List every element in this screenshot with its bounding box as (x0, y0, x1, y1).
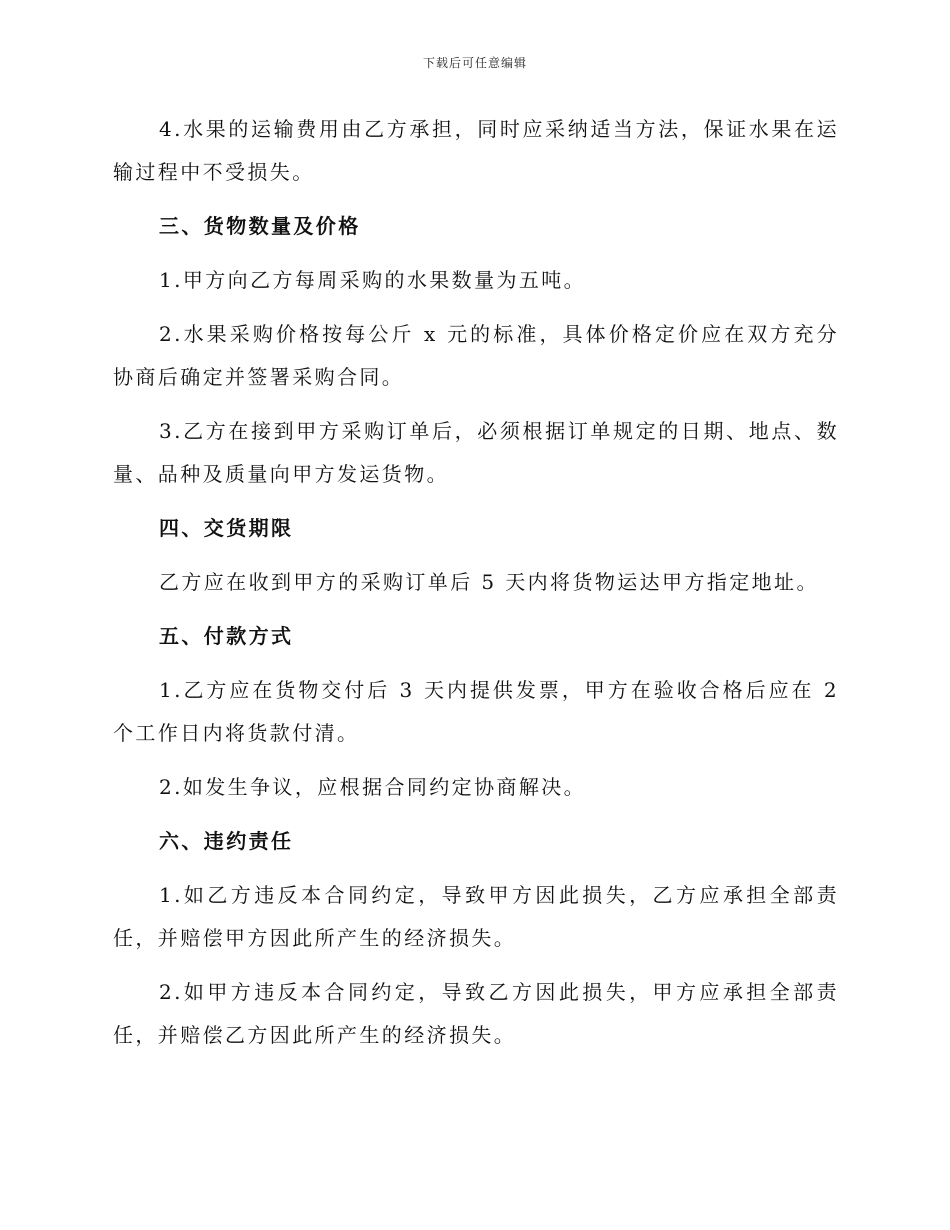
section-heading-liability: 六、违约责任 (159, 829, 294, 853)
paragraph-transport-cost: 4.水果的运输费用由乙方承担，同时应采纳适当方法，保证水果在运输过程中不受损失。 (113, 117, 839, 184)
paragraph-dispute: 2.如发生争议，应根据合同约定协商解决。 (159, 775, 587, 799)
paragraph-shipping-order: 3.乙方在接到甲方采购订单后，必须根据订单规定的日期、地点、数量、品种及质量向甲方发运货物。 (113, 419, 839, 486)
page-header-note: 下载后可任意编辑 (422, 56, 527, 70)
section-heading-payment: 五、付款方式 (159, 624, 294, 648)
paragraph-invoice-payment: 1.乙方应在货物交付后 3 天内提供发票，甲方在验收合格后应在 2 个工作日内将货款付清。 (113, 678, 839, 745)
paragraph-liability-party-b: 1.如乙方违反本合同约定，导致甲方因此损失，乙方应承担全部责任，并赔偿甲方因此所产生的经济损失。 (113, 883, 839, 950)
document-body (113, 108, 839, 1068)
section-heading-quantity-price: 三、货物数量及价格 (159, 214, 361, 238)
paragraph-delivery-days: 乙方应在收到甲方的采购订单后 5 天内将货物运达甲方指定地址。 (159, 570, 819, 594)
paragraph-weekly-quantity: 1.甲方向乙方每周采购的水果数量为五吨。 (159, 268, 587, 292)
paragraph-liability-party-a: 2.如甲方违反本合同约定，导致乙方因此损失，甲方应承担全部责任，并赔偿乙方因此所产生的经济损失。 (113, 980, 839, 1047)
section-heading-delivery-term: 四、交货期限 (159, 516, 294, 540)
paragraph-price: 2.水果采购价格按每公斤 x 元的标准，具体价格定价应在双方充分协商后确定并签署采购合同。 (113, 322, 839, 389)
